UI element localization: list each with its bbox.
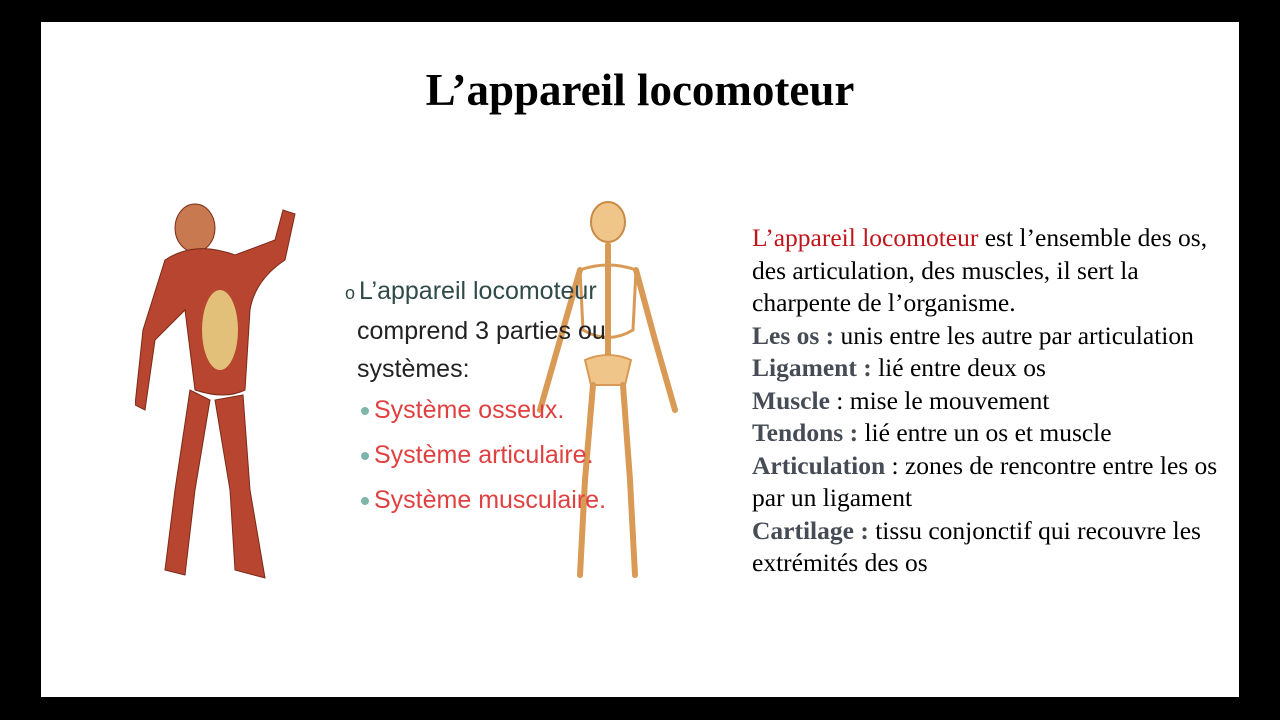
definition-term: Tendons : <box>752 418 859 447</box>
illustration-line: comprend 3 parties ou <box>357 317 606 345</box>
definition-body: : mise le mouvement <box>829 385 1050 415</box>
definition-body: : zones de rencontre entre les os par un ligament <box>752 450 1218 512</box>
intro-paragraph <box>752 222 1232 320</box>
definition-item <box>752 385 1232 418</box>
bullet-icon <box>361 407 369 415</box>
definition-text <box>752 222 1232 580</box>
intro-highlight: L’appareil locomoteur <box>752 223 979 252</box>
definition-term: Cartilage : <box>752 515 869 545</box>
muscular-figure <box>135 204 295 578</box>
bullet-icon <box>361 497 369 505</box>
definition-body: lié entre deux os <box>871 353 1046 382</box>
definition-item <box>752 515 1232 580</box>
definition-body: unis entre les autre par articulation <box>834 320 1194 350</box>
illustration-text <box>345 272 675 523</box>
definition-term: Muscle <box>752 385 830 415</box>
definition-term: Ligament : <box>752 353 872 382</box>
system-item: Système osseux. <box>374 396 565 424</box>
slide <box>41 22 1239 697</box>
slide-title: L’appareil locomoteur <box>425 65 855 115</box>
definition-body: lié entre un os et muscle <box>858 418 1112 447</box>
locomotor-illustration <box>135 200 681 582</box>
definition-item <box>752 352 1232 385</box>
circle-bullet-icon: o <box>345 283 356 303</box>
definition-item <box>752 320 1232 353</box>
system-item: Système musculaire. <box>374 486 607 514</box>
bullet-icon <box>361 452 369 460</box>
illustration-line: systèmes: <box>357 355 470 383</box>
system-item: Système articulaire. <box>374 441 594 469</box>
illustration-heading: L’appareil locomoteur <box>359 277 597 305</box>
definition-item <box>752 450 1232 515</box>
definition-term: Articulation <box>752 450 886 480</box>
definition-body: tissu conjonctif qui recouvre les extrémités des os <box>752 515 1201 577</box>
definition-term: Les os : <box>752 320 835 350</box>
intro-rest: est l’ensemble des os, des articulation, des muscles, il sert la charpente de l’organisme. <box>752 223 1208 317</box>
definition-item <box>752 417 1232 450</box>
